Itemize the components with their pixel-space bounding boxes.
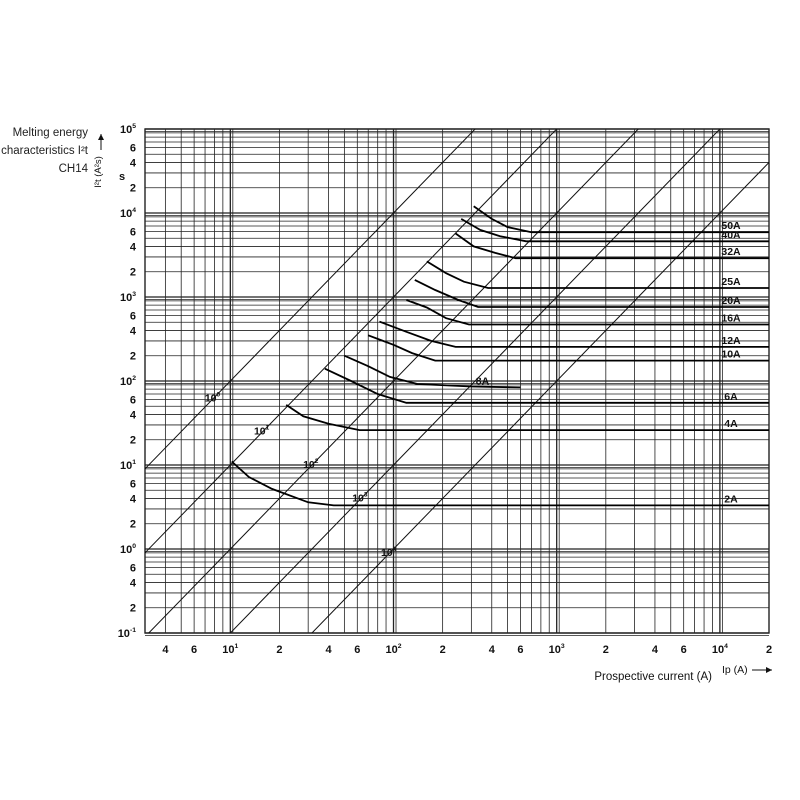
- curve-label-12a: 12A: [721, 334, 741, 347]
- curve-label-10a: 10A: [721, 348, 741, 361]
- x-tick-label: 6: [517, 644, 524, 656]
- reference-line-label: $10^2$: [303, 458, 319, 472]
- x-axis-title: Prospective current (A): [594, 671, 712, 683]
- x-axis-symbol: Ip (A): [722, 664, 748, 676]
- x-tick-label: $10^4$: [711, 643, 728, 656]
- y-unit-mark: s: [118, 171, 126, 183]
- y-tick-label: $10^2$: [119, 375, 136, 388]
- y-tick-label: 2: [129, 266, 136, 279]
- y-tick-label: 4: [129, 493, 136, 506]
- y-axis-title: I²t (A²s): [93, 156, 104, 188]
- y-tick-label: 2: [129, 350, 136, 363]
- x-tick-label: 4: [651, 644, 659, 656]
- curve-label-8a: 8A: [475, 375, 490, 388]
- y-tick-label: $10^4$: [119, 207, 136, 220]
- reference-line: [67, 45, 800, 800]
- curve-label-40a: 40A: [721, 229, 741, 242]
- chart-title-line-3: CH14: [58, 163, 88, 175]
- y-tick-label: 6: [129, 142, 136, 155]
- y-tick-label: 2: [129, 602, 136, 615]
- y-tick-label: 4: [129, 325, 136, 338]
- chart-title-line-2: characteristics I²t: [1, 145, 88, 157]
- curve-label-32a: 32A: [721, 246, 741, 259]
- y-tick-label: 6: [129, 310, 136, 323]
- y-tick-label: 2: [129, 434, 136, 447]
- x-tick-label: 4: [488, 644, 495, 656]
- y-tick-label: 6: [129, 394, 136, 407]
- y-tick-label: $10^0$: [119, 543, 136, 556]
- x-tick-label: 6: [191, 644, 198, 656]
- curve-label-20a: 20A: [721, 295, 741, 308]
- y-tick-label: 6: [129, 478, 136, 491]
- curve-label-6a: 6A: [724, 390, 738, 403]
- x-tick-label: $10^3$: [548, 643, 565, 656]
- x-tick-label: 4: [162, 644, 169, 656]
- y-tick-label: 4: [129, 157, 136, 170]
- reference-line: [67, 0, 800, 717]
- reference-line-label: $10^0$: [204, 391, 221, 405]
- x-tick-label: $10^2$: [385, 643, 402, 656]
- reference-line: [67, 0, 800, 633]
- curve-20a: [415, 280, 769, 307]
- x-axis-arrowhead: [766, 667, 772, 673]
- x-tick-label: 2: [439, 644, 446, 656]
- y-tick-label: 4: [129, 577, 136, 590]
- y-tick-label: 2: [129, 182, 136, 195]
- chart-title-line-1: Melting energy: [12, 127, 88, 139]
- grid: [145, 129, 769, 636]
- x-tick-label: 2: [765, 644, 773, 656]
- reference-line-label: $10^1$: [253, 424, 270, 438]
- y-tick-label: 6: [129, 226, 136, 239]
- y-tick-label: 2: [129, 518, 136, 531]
- curve-label-50a: 50A: [721, 220, 741, 233]
- curve-6a: [325, 369, 769, 403]
- curve-label-4a: 4A: [724, 418, 738, 431]
- reference-line-label: $10^3$: [352, 491, 368, 505]
- y-axis-arrowhead: [98, 134, 104, 140]
- y-tick-label: 4: [129, 241, 136, 254]
- y-tick-label: $10^5$: [119, 123, 136, 136]
- reference-line-label: $10^4$: [380, 545, 397, 559]
- reference-line: [67, 0, 800, 549]
- y-tick-label: $10^1$: [119, 459, 136, 472]
- x-tick-label: $10^1$: [222, 643, 239, 656]
- y-tick-label: $10^3$: [119, 291, 136, 304]
- y-tick-label: $10^{-1}$: [117, 627, 136, 640]
- curve-label-25a: 25A: [721, 275, 741, 288]
- x-tick-label: 6: [354, 644, 361, 656]
- curve-25a: [427, 261, 769, 288]
- x-tick-label: 6: [680, 644, 687, 656]
- y-tick-label: 4: [129, 409, 136, 422]
- y-tick-label: 6: [129, 562, 136, 575]
- x-tick-label: 4: [325, 644, 332, 656]
- x-tick-label: 2: [602, 644, 609, 656]
- x-tick-label: 2: [276, 644, 283, 656]
- curve-label-16a: 16A: [721, 312, 741, 325]
- curve-label-2a: 2A: [724, 493, 738, 506]
